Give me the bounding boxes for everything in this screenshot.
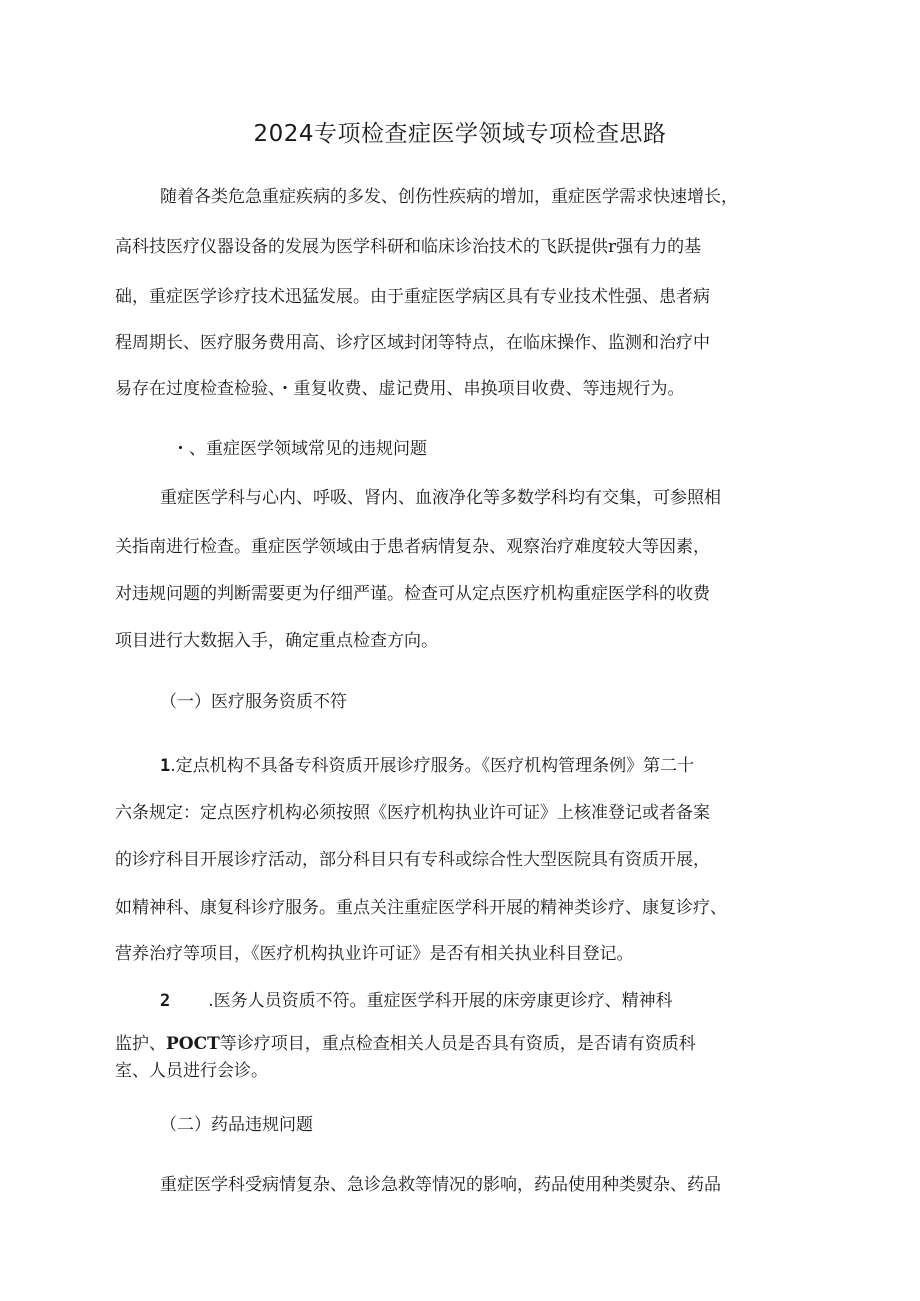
item-2-line-1: [160, 988, 673, 1014]
item-2-line-3: 室、人员进行会诊。: [115, 1061, 268, 1081]
subsection-2-heading: （二）药品违规问题: [160, 1115, 313, 1135]
poct-term: POCT: [166, 1034, 220, 1054]
intro-line-3: 础，重症医学诊疗技术迅猛发展。由于重症医学病区具有专业技术性强、患者病: [115, 287, 710, 307]
item-1-line-5: 营养治疗等项目，《医疗机构执业许可证》是否有相关执业科目登记。: [115, 944, 634, 964]
intro-line-2: 高科技医疗仪器设备的发展为医学科研和临床诊治技术的飞跃提供r强有力的基: [115, 237, 702, 257]
item-2-line-2-prefix: 监护、: [115, 1034, 166, 1054]
item-2-number: 2: [160, 991, 171, 1011]
subsection-1-heading: （一）医疗服务资质不符: [160, 692, 347, 712]
item-1-line-1: [160, 753, 694, 779]
section-1-heading: ・、重症医学领域常见的违规问题: [172, 439, 427, 459]
subsection-2-line-1: 重症医学科受病情复杂、急诊急救等情况的影响，药品使用种类熨杂、药品: [160, 1175, 721, 1195]
item-1-line-3: 的诊疗科目开展诊疗活动，部分科目只有专科或综合性大型医院具有资质开展，: [115, 850, 710, 870]
section-1-line-4: 项目进行大数据入手，确定重点检查方向。: [115, 631, 438, 651]
item-2-text: .医务人员资质不符。重症医学科开展的床旁康更诊疗、精神科: [208, 991, 673, 1011]
item-2-line-2: [115, 1031, 696, 1057]
item-1-text: .定点机构不具备专科资质开展诊疗服务。《医疗机构管理条例》第二十: [170, 756, 695, 776]
intro-line-4: 程周期长、医疗服务费用高、诊疗区域封闭等特点，在临床操作、监测和治疗中: [115, 333, 710, 353]
item-1-number: 1: [160, 756, 171, 776]
item-1-line-2: 六条规定：定点医疗机构必须按照《医疗机构执业许可证》上核准登记或者备案: [115, 803, 710, 823]
section-1-line-2: 关指南进行检查。重症医学领域由于患者病情复杂、观察治疗难度较大等因素，: [115, 537, 710, 557]
document-title: 2024专项检查症医学领域专项检查思路: [253, 121, 667, 147]
intro-line-5: 易存在过度检查检验、・重复收费、虚记费用、串换项目收费、等违规行为。: [115, 379, 685, 399]
section-1-line-1: 重症医学科与心内、呼吸、肾内、血液净化等多数学科均有交集，可参照相: [160, 488, 721, 508]
intro-line-1: 随着各类危急重症疾病的多发、创伤性疾病的增加，重症医学需求快速增长，: [160, 187, 738, 207]
item-2-line-2-rest: 等诊疗项目，重点检查相关人员是否具有资质，是否请有资质科: [219, 1034, 696, 1054]
item-1-line-4: 如精神科、康复科诊疗服务。重点关注重症医学科开展的精神类诊疗、康复诊疗、: [115, 898, 727, 918]
section-1-line-3: 对违规问题的判断需要更为仔细严谨。检查可从定点医疗机构重症医学科的收费: [115, 584, 710, 604]
